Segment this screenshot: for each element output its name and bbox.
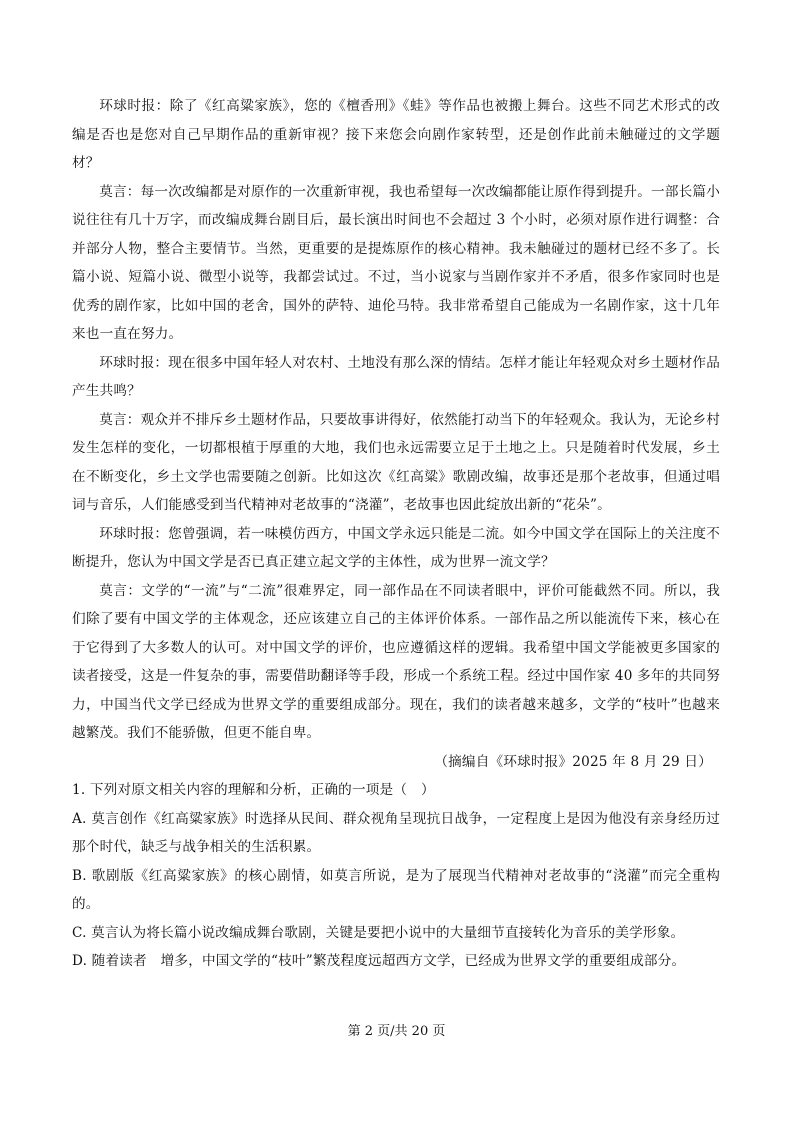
interview-answer-paragraph: 莫言：观众并不排斥乡土题材作品，只要故事讲得好，依然能打动当下的年轻观众。我认为，无论乡村发生怎样的变化，一切都根植于厚重的大地，我们也永远需要立足于土地之上。只是随着时代发展，乡土在不断变化，乡土文学也需要随之创新。比如这次《红高粱》歌剧改编，故事还是那个老故事，但通过唱词与音乐，人们能感受到当代精神对老故事的“浇灌”，老故事也因此绽放出新的“花朵”。 (72, 411, 720, 513)
question-stem: 1. 下列对原文相关内容的理解和分析，正确的一项是（ ） (72, 782, 435, 798)
article-body (72, 92, 720, 976)
interview-answer-paragraph: 莫言：每一次改编都是对原作的一次重新审视，我也希望每一次改编都能让原作得到提升。一部长篇小说往往有几十万字，而改编成舞台剧目后，最长演出时间也不会超过 3 个小时，必须对原作进行调整：合并部分人物，整合主要情节。当然，更重要的是提炼原作的核心精神。我未触碰过的题材已经不多了。长篇小说、短篇小说、微型小说等，我都尝试过。不过，当小说家与当剧作家并不矛盾，很多作家同时也是优秀的剧作家，比如中国的老舍，国外的萨特、迪伦马特。我非常希望自己能成为一名剧作家，这十几年来也一直在努力。 (72, 183, 720, 342)
interview-answer-paragraph: 莫言：文学的“一流”与“二流”很难界定，同一部作品在不同读者眼中，评价可能截然不同。所以，我们除了要有中国文学的主体观念，还应该建立自己的主体评价体系。一部作品之所以能流传下来，核心在于它得到了大多数人的认可。对中国文学的评价，也应遵循这样的逻辑。我希望中国文学能被更多国家的读者接受，这是一件复杂的事，需要借助翻译等手段，形成一个系统工程。经过中国作家 40 多年的共同努力，中国当代文学已经成为世界文学的重要组成部分。现在，我们的读者越来越多，文学的“枝叶”也越来越繁茂。我们不能骄傲，但更不能自卑。 (72, 582, 720, 741)
interview-question-paragraph: 环球时报：您曾强调，若一味模仿西方，中国文学永远只能是二流。如今中国文学在国际上的关注度不断提升，您认为中国文学是否已真正建立起文学的主体性，成为世界一流文学？ (72, 525, 720, 570)
option-d: D. 随着读者 增多，中国文学的“枝叶”繁茂程度远超西方文学，已经成为世界文学的重要组成部分。 (72, 953, 686, 969)
option-c: C. 莫言认为将长篇小说改编成舞台歌剧，关键是要把小说中的大量细节直接转化为音乐的美学形象。 (72, 924, 685, 941)
page-number: 第 2 页/共 20 页 (347, 1024, 446, 1039)
option-a: A. 莫言创作《红高粱家族》时选择从民间、群众视角呈现抗日战争，一定程度上是因为他没有亲身经历过那个时代，缺乏与战争相关的生活积累。 (72, 810, 720, 855)
interview-question-paragraph: 环球时报：除了《红高粱家族》，您的《檀香刑》《蛙》等作品也被搬上舞台。这些不同艺术形式的改编是否也是您对自己早期作品的重新审视？接下来您会向剧作家转型，还是创作此前未触碰过的文学题材？ (72, 98, 720, 171)
option-b: B. 歌剧版《红高粱家族》的核心剧情，如莫言所说，是为了展现当代精神对老故事的“浇灌”而完全重构的。 (72, 867, 720, 912)
interview-question-paragraph: 环球时报：现在很多中国年轻人对农村、土地没有那么深的情结。怎样才能让年轻观众对乡土题材作品产生共鸣？ (72, 354, 720, 399)
source-citation: （摘编自《环球时报》2025 年 8 月 29 日） (434, 753, 712, 770)
